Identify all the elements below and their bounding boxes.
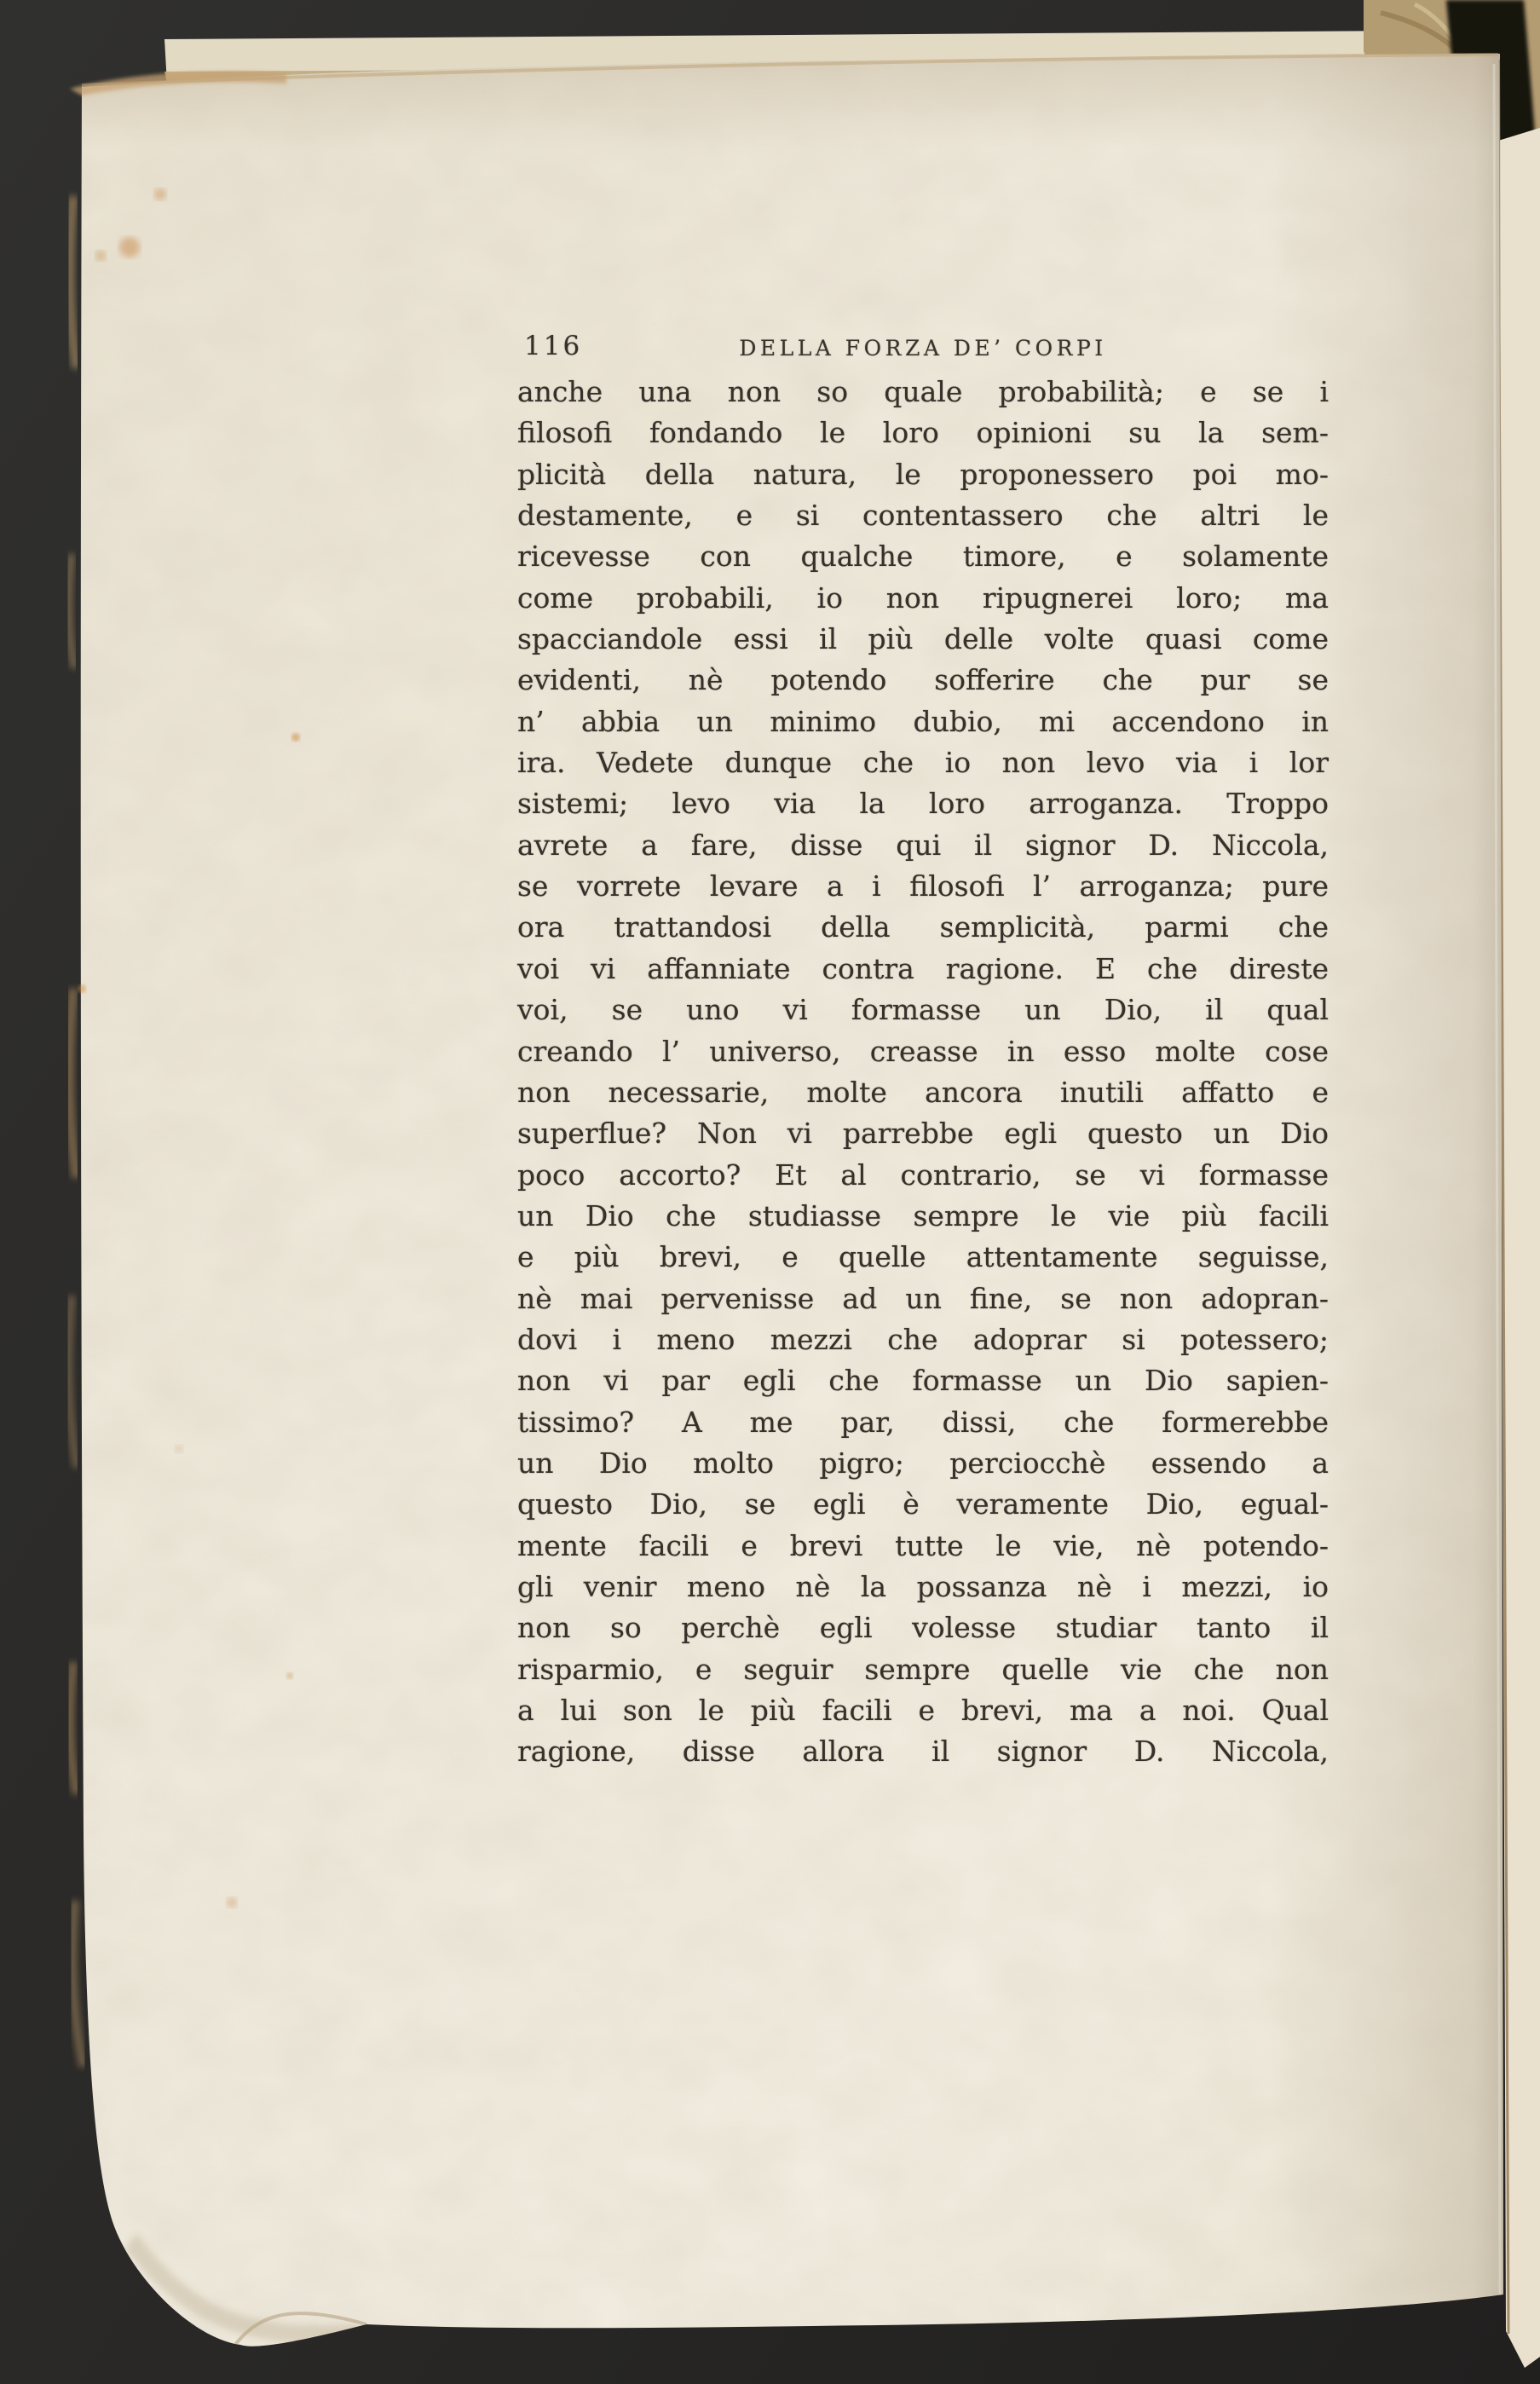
text-line: plicità della natura, le proponessero poi mo- xyxy=(517,457,1329,491)
text-line: dovi i meno mezzi che adoprar si potessero; xyxy=(517,1322,1329,1356)
text-line: e più brevi, e quelle attentamente seguisse, xyxy=(517,1240,1329,1274)
text-line: come probabili, io non ripugnerei loro; ma xyxy=(517,580,1329,615)
text-line: questo Dio, se egli è veramente Dio, egual- xyxy=(517,1487,1329,1521)
page-content xyxy=(517,329,1329,1773)
text-line: tissimo? A me par, dissi, che formerebbe xyxy=(517,1405,1329,1439)
text-line: un Dio che studiasse sempre le vie più facili xyxy=(517,1198,1329,1232)
text-line: a lui son le più facili e brevi, ma a noi. Qual xyxy=(517,1694,1329,1727)
text-line: risparmio, e seguir sempre quelle vie che non xyxy=(517,1652,1329,1686)
text-line: poco accorto? Et al contrario, se vi formasse xyxy=(517,1157,1329,1192)
page-number: 116 xyxy=(524,331,583,361)
body-text xyxy=(517,372,1329,1773)
text-line: spacciandole essi il più delle volte quasi come xyxy=(517,622,1329,656)
text-line: superflue? Non vi parrebbe egli questo un Dio xyxy=(517,1117,1329,1151)
text-line: anche una non so quale probabilità; e se i xyxy=(517,375,1329,408)
running-title: DELLA FORZA DE’ CORPI xyxy=(739,336,1107,361)
text-line: ragione, disse allora il signor D. Niccola, xyxy=(517,1735,1329,1769)
text-line: filosofi fondando le loro opinioni su la sem- xyxy=(517,416,1329,450)
text-line: ricevesse con qualche timore, e solamente xyxy=(517,540,1329,574)
text-line: destamente, e si contentassero che altri le xyxy=(517,499,1329,533)
text-line: voi vi affanniate contra ragione. E che direste xyxy=(517,951,1329,985)
text-line: sistemi; levo via la loro arroganza. Troppo xyxy=(517,787,1329,821)
text-line: nè mai pervenisse ad un fine, se non adopran- xyxy=(517,1281,1329,1315)
text-line: avrete a fare, disse qui il signor D. Niccola, xyxy=(517,828,1329,862)
text-line: non vi par egli che formasse un Dio sapien- xyxy=(517,1364,1329,1398)
text-line: ora trattandosi della semplicità, parmi che xyxy=(517,910,1329,944)
text-line: non so perchè egli volesse studiar tanto il xyxy=(517,1611,1329,1645)
text-line: evidenti, nè potendo sofferire che pur se xyxy=(517,663,1329,697)
text-line: ira. Vedete dunque che io non levo via i lor xyxy=(517,746,1329,780)
running-head xyxy=(517,329,1329,368)
text-line: se vorrete levare a i filosofi l’ arroganza; pure xyxy=(517,869,1329,903)
text-line: creando l’ universo, creasse in esso molte cose xyxy=(517,1034,1329,1068)
text-line: mente facili e brevi tutte le vie, nè potendo- xyxy=(517,1528,1329,1562)
text-line: n’ abbia un minimo dubio, mi accendono in xyxy=(517,704,1329,738)
text-line: voi, se uno vi formasse un Dio, il qual xyxy=(517,993,1329,1027)
text-line: un Dio molto pigro; perciocchè essendo a xyxy=(517,1446,1329,1480)
text-line: non necessarie, molte ancora inutili affatto e xyxy=(517,1075,1329,1109)
text-line: gli venir meno nè la possanza nè i mezzi, io xyxy=(517,1569,1329,1603)
